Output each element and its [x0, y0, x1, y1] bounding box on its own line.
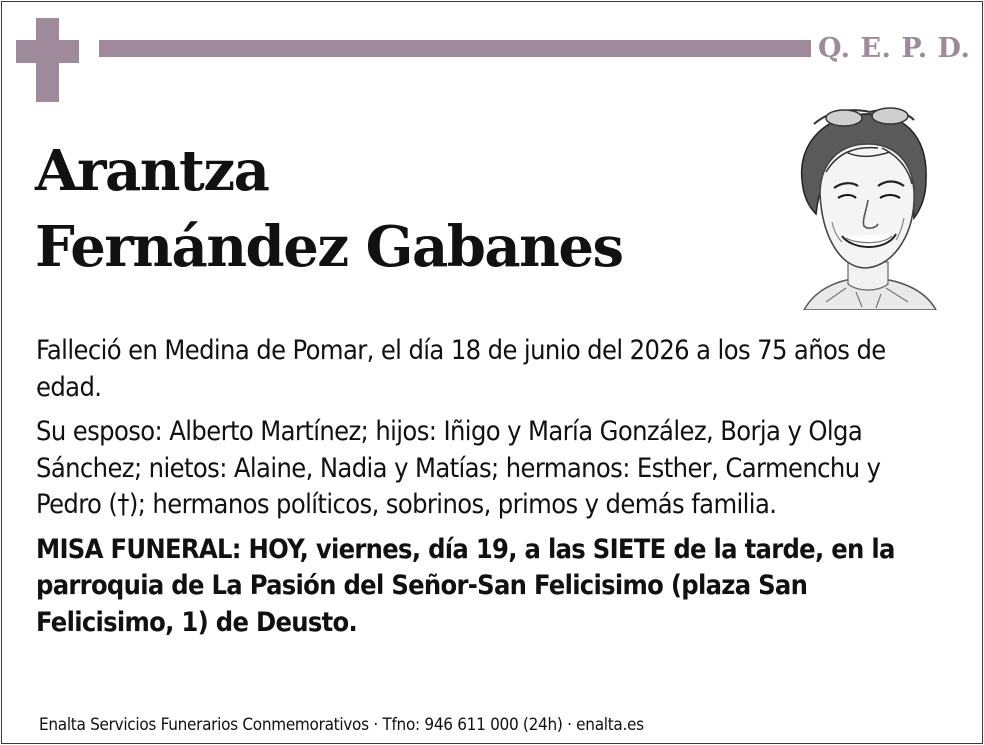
first-name: Arantza: [35, 138, 269, 204]
death-paragraph: Falleció en Medina de Pomar, el día 18 de junio del 2026 a los 75 años de edad.: [36, 335, 886, 403]
deceased-name: [35, 133, 623, 285]
qepd-label: Q. E. P. D.: [818, 33, 971, 64]
notice-body: [36, 333, 926, 649]
cross-icon-bar: [16, 40, 79, 63]
footer-credit: Enalta Servicios Funerarios Conmemorativos · Tfno: 946 611 000 (24h) · enalta.es: [39, 715, 644, 735]
header-rule: [99, 40, 811, 57]
funeral-paragraph: MISA FUNERAL: HOY, viernes, día 19, a las SIETE de la tarde, en la parroquia de La Pasión del Señor-San Felicisimo (plaza San Felicisimo, 1) de Deusto.: [36, 533, 895, 638]
portrait-photo: [786, 102, 950, 310]
family-paragraph: Su esposo: Alberto Martínez; hijos: Iñigo y María González, Borja y Olga Sánchez; nietos: Alaine, Nadia y Matías; hermanos: Esther, Carmenchu y Pedro (†); hermanos políticos, sobrinos, primos y demás familia.: [36, 416, 881, 520]
surnames: Fernández Gabanes: [35, 214, 623, 280]
